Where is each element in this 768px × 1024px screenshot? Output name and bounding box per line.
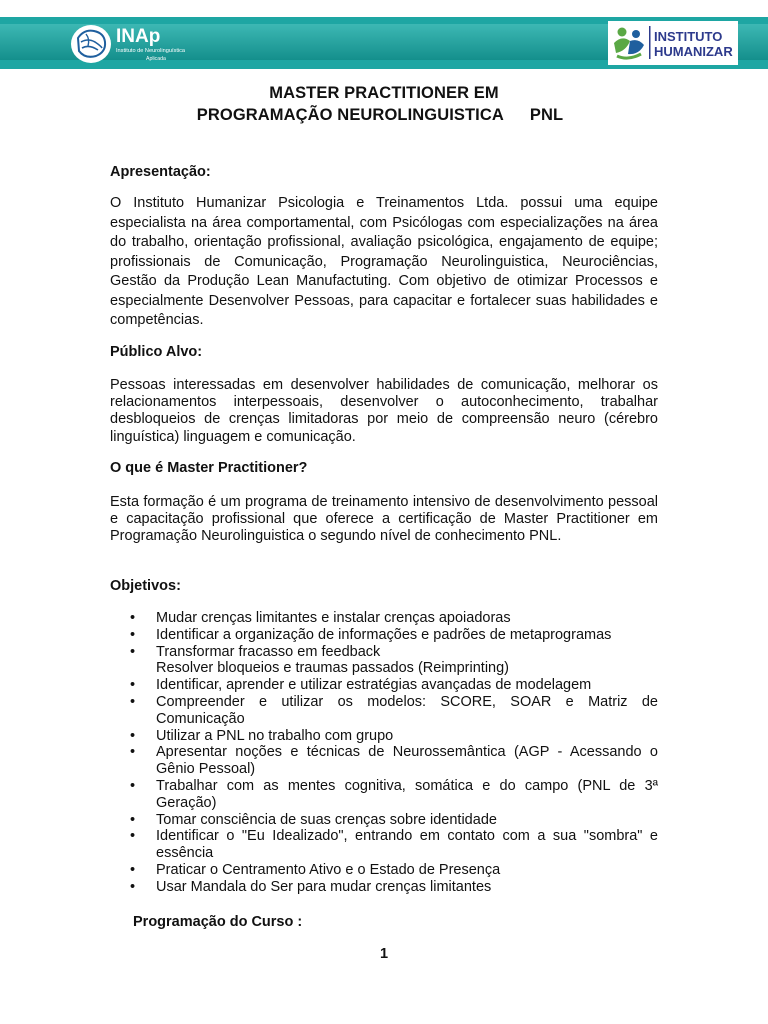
humanizar-logo-line1: INSTITUTO bbox=[654, 29, 723, 44]
humanizar-logo-line2: HUMANIZAR bbox=[654, 44, 733, 59]
list-item bbox=[110, 677, 658, 694]
bullet: • bbox=[130, 777, 136, 794]
list-item bbox=[110, 744, 658, 778]
bullet: • bbox=[130, 643, 136, 660]
list-item bbox=[110, 812, 658, 829]
page-number: 1 bbox=[379, 946, 389, 962]
bullet: • bbox=[130, 610, 136, 626]
section-heading-publico: Público Alvo: bbox=[110, 344, 203, 360]
bullet: • bbox=[130, 626, 136, 643]
title-line-2-main: PROGRAMAÇÃO NEUROLINGUISTICA bbox=[196, 106, 504, 124]
section-heading-objetivos: Objetivos: bbox=[110, 578, 181, 594]
list-item-text: Identificar a organização de informações e padrões de metaprogramas bbox=[156, 626, 612, 643]
list-item bbox=[110, 778, 658, 812]
list-item bbox=[110, 879, 658, 896]
objectives-list bbox=[110, 610, 658, 896]
inap-logo-subtitle: Instituto de Neurolinguística bbox=[116, 48, 186, 54]
bullet: • bbox=[130, 693, 136, 710]
list-item-text: Identificar o "Eu Idealizado", entrando em contato com a sua "sombra" e essência bbox=[156, 828, 658, 862]
list-item-text: Usar Mandala do Ser para mudar crenças limitantes bbox=[156, 878, 492, 895]
list-item bbox=[110, 627, 658, 644]
list-item-continuation: Resolver bloqueios e traumas passados (Reimprinting) bbox=[156, 660, 509, 677]
title-line-1: MASTER PRACTITIONER EM bbox=[269, 84, 499, 102]
list-item-text: Tomar consciência de suas crenças sobre identidade bbox=[156, 811, 497, 828]
title-line-2 bbox=[0, 106, 764, 125]
list-item-text: Mudar crenças limitantes e instalar crenças apoiadoras bbox=[156, 610, 511, 626]
list-item bbox=[110, 644, 658, 678]
section-heading-programacao: Programação do Curso : bbox=[133, 914, 303, 930]
list-item-text: Transformar fracasso em feedback bbox=[156, 643, 381, 660]
list-item-text: Apresentar noções e técnicas de Neurossemântica (AGP - Acessando o Gênio Pessoal) bbox=[156, 744, 658, 778]
paragraph-oque: Esta formação é um programa de treinamento intensivo de desenvolvimento pessoal e capacitação profissional que oferece a certificação de Master Practitioner em Programação Neurolinguistica o segundo nível de conhecimento PNL. bbox=[110, 494, 658, 545]
section-heading-oque: O que é Master Practitioner? bbox=[110, 460, 308, 476]
paragraph-apresentacao: O Instituto Humanizar Psicologia e Treinamentos Ltda. possui uma equipe especialista na área comportamental, com Psicólogas com especializações na área do trabalho, orientação profissional, avaliação psicológica, engajamento de equipe; profissionais de Comunicação, Programação Neurolinguistica, Neurociências, Gestão da Produção Lean Manufactuting. Com objetivo de otimizar Processos e especialmente Desenvolver Pessoas, para capacitar e fortalecer suas habilidades e competências. bbox=[110, 195, 658, 328]
paragraph-publico: Pessoas interessadas em desenvolver habilidades de comunicação, melhorar os relacionamentos interpessoais, desenvolver o autoconhecimento, trabalhar desbloqueios de crenças limitadoras por meio de compreensão neuro (cérebro linguística) linguagem e comunicação. bbox=[110, 377, 658, 445]
list-item-text: Compreender e utilizar os modelos: SCORE, SOAR e Matriz de Comunicação bbox=[156, 693, 658, 727]
bullet: • bbox=[130, 878, 136, 895]
bullet: • bbox=[130, 727, 136, 744]
list-item bbox=[110, 694, 658, 728]
bullet: • bbox=[130, 828, 136, 845]
list-item-text: Utilizar a PNL no trabalho com grupo bbox=[156, 727, 394, 744]
bullet: • bbox=[130, 744, 136, 761]
list-item bbox=[110, 610, 658, 627]
bullet: • bbox=[130, 861, 136, 878]
title-line-2-suffix: PNL bbox=[529, 106, 564, 124]
inap-logo bbox=[68, 20, 198, 66]
list-item bbox=[110, 828, 658, 862]
section-heading-apresentacao: Apresentação: bbox=[110, 164, 211, 180]
list-item-text: Identificar, aprender e utilizar estratégias avançadas de modelagem bbox=[156, 677, 592, 694]
list-item-text: Trabalhar com as mentes cognitiva, somática e do campo (PNL de 3ª Geração) bbox=[156, 777, 658, 811]
bullet: • bbox=[130, 811, 136, 828]
inap-logo-name: INAp bbox=[116, 26, 161, 47]
inap-logo-tagline: Aplicada bbox=[146, 56, 166, 62]
list-item-text: Praticar o Centramento Ativo e o Estado de Presença bbox=[156, 861, 501, 878]
bullet: • bbox=[130, 677, 136, 694]
humanizar-logo bbox=[608, 21, 738, 65]
list-item bbox=[110, 728, 658, 745]
list-item bbox=[110, 862, 658, 879]
